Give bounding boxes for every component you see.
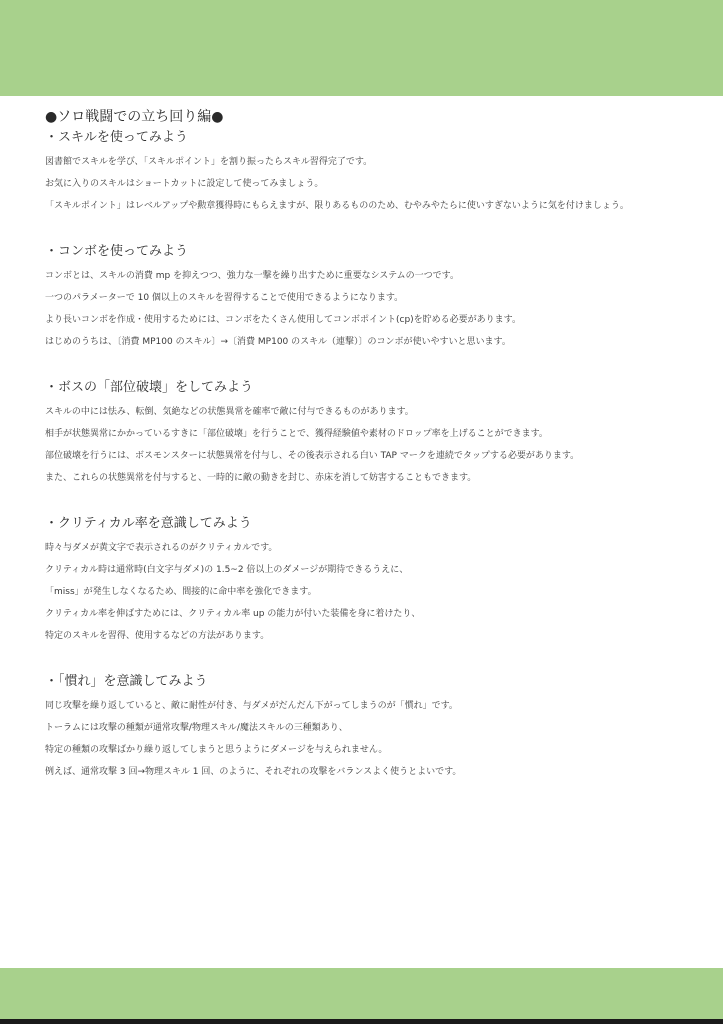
paragraph-line: スキルの中には怯み、転倒、気絶などの状態異常を確率で敵に付与できるものがあります。 <box>45 407 414 417</box>
section-part-break <box>45 379 695 489</box>
section-skills <box>45 129 695 217</box>
paragraph-line: 「スキルポイント」はレベルアップや勲章獲得時にもらえますが、限りあるもののため、むやみやたらに使いすぎないように気を付けましょう。 <box>45 201 629 211</box>
paragraph-line: 特定の種類の攻撃ばかり繰り返してしまうと思うようにダメージを与えられません。 <box>45 745 388 755</box>
section-heading: ・ボスの「部位破壊」をしてみよう <box>45 380 254 395</box>
paragraph-line: また、これらの状態異常を付与すると、一時的に敵の動きを封じ、赤床を消して妨害することもできます。 <box>45 473 477 483</box>
paragraph-line: 特定のスキルを習得、使用するなどの方法があります。 <box>45 631 270 641</box>
document-body <box>45 107 695 809</box>
section-heading: ・クリティカル率を意識してみよう <box>45 516 252 531</box>
section-heading: ・「慣れ」を意識してみよう <box>45 674 208 689</box>
paragraph-line: クリティカル率を伸ばすためには、クリティカル率 up の能力が付いた装備を身に着けたり、 <box>45 609 421 619</box>
paragraph-line: 「miss」が発生しなくなるため、間接的に命中率を強化できます。 <box>45 587 317 597</box>
paragraph-line: 例えば、通常攻撃 3 回→物理スキル 1 回、のように、それぞれの攻撃をバランスよく使うとよいです。 <box>45 767 462 777</box>
section-combo <box>45 243 695 353</box>
paragraph-line: より長いコンボを作成・使用するためには、コンボをたくさん使用してコンボポイント(cp)を貯める必要があります。 <box>45 315 521 325</box>
paragraph-line: 相手が状態異常にかかっているすきに「部位破壊」を行うことで、獲得経験値や素材のドロップ率を上げることができます。 <box>45 429 548 439</box>
paragraph-line: お気に入りのスキルはショートカットに設定して使ってみましょう。 <box>45 179 324 189</box>
section-heading: ・スキルを使ってみよう <box>45 130 188 145</box>
paragraph-line: 一つのパラメーターで 10 個以上のスキルを習得することで使用できるようになります。 <box>45 293 404 303</box>
paragraph-line: 図書館でスキルを学び、「スキルポイント」を割り振ったらスキル習得完了です。 <box>45 157 373 167</box>
section-heading: ・コンボを使ってみよう <box>45 244 189 259</box>
paragraph-line: はじめのうちは、〔消費 MP100 のスキル〕→〔消費 MP100 のスキル（連撃）〕のコンボが使いやすいと思います。 <box>45 337 511 347</box>
header-band <box>0 0 723 96</box>
paragraph-line: トーラムには攻撃の種類が通常攻撃/物理スキル/魔法スキルの三種類あり、 <box>45 723 348 733</box>
footer-band <box>0 968 723 1019</box>
paragraph-line: コンボとは、スキルの消費 mp を抑えつつ、強力な一撃を繰り出すために重要なシステムの一つです。 <box>45 271 459 281</box>
paragraph-line: 部位破壊を行うには、ボスモンスターに状態異常を付与し、その後表示される白い TAP マークを連続でタップする必要があります。 <box>45 451 580 461</box>
section-resistance <box>45 673 695 783</box>
section-critical <box>45 515 695 647</box>
paragraph-line: クリティカル時は通常時(白文字与ダメ)の 1.5~2 倍以上のダメージが期待できるうえに、 <box>45 565 409 575</box>
paragraph-line: 時々与ダメが黄文字で表示されるのがクリティカルです。 <box>45 543 278 553</box>
page-title: ●ソロ戦闘での立ち回り編● <box>45 109 224 125</box>
paragraph-line: 同じ攻撃を繰り返していると、敵に耐性が付き、与ダメがだんだん下がってしまうのが「慣れ」です。 <box>45 701 458 711</box>
bottom-edge <box>0 1019 723 1024</box>
